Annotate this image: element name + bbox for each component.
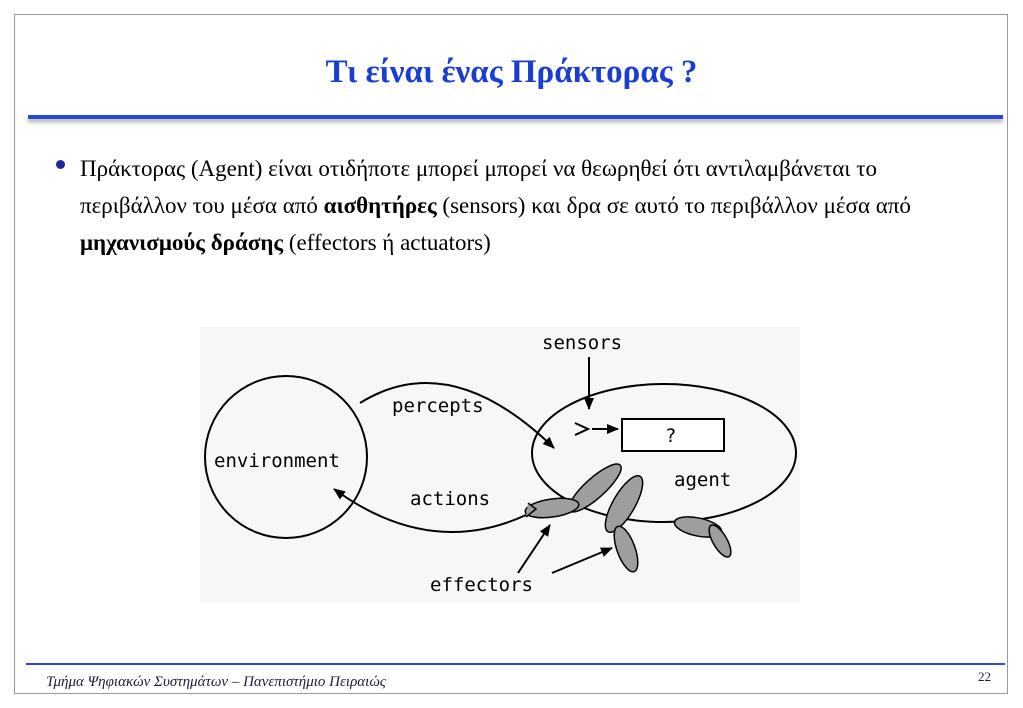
title-underline bbox=[28, 115, 1003, 119]
bullet-bold-effectors: μηχανισμούς δράσης bbox=[80, 230, 284, 255]
percepts-label: percepts bbox=[392, 395, 484, 417]
bullet-text-part1: Πράκτορας (Agent) είναι οτιδήποτε μπορεί μπορεί να θεωρηθεί ότι αντιλαμβάνεται το περιβάλλον του μέσα από bbox=[80, 156, 877, 218]
bullet-text-part2: (sensors) και δρα σε αυτό το περιβάλλον μέσα από bbox=[436, 193, 911, 218]
agent-label: agent bbox=[674, 469, 732, 491]
sensors-label: sensors bbox=[542, 332, 623, 354]
slide-title: Τι είναι ένας Πράκτορας ? bbox=[325, 54, 698, 90]
bullet-dot-icon bbox=[56, 160, 65, 169]
bullet-text bbox=[80, 150, 950, 261]
bullet-bold-sensors: αισθητήρες bbox=[323, 193, 437, 218]
agent-environment-diagram bbox=[200, 327, 800, 603]
page-number: 22 bbox=[978, 669, 991, 684]
effectors-label: effectors bbox=[430, 574, 533, 596]
bullet-text-part3: (effectors ή actuators) bbox=[283, 230, 491, 255]
footer-institution: Τμήμα Ψηφιακών Συστημάτων – Πανεπιστήμιο Πειραιώς bbox=[46, 674, 386, 690]
environment-label: environment bbox=[214, 450, 340, 472]
unknown-label: ? bbox=[665, 425, 677, 447]
footer-rule bbox=[26, 663, 1005, 665]
actions-label: actions bbox=[410, 488, 491, 510]
diagram-svg bbox=[200, 327, 800, 603]
